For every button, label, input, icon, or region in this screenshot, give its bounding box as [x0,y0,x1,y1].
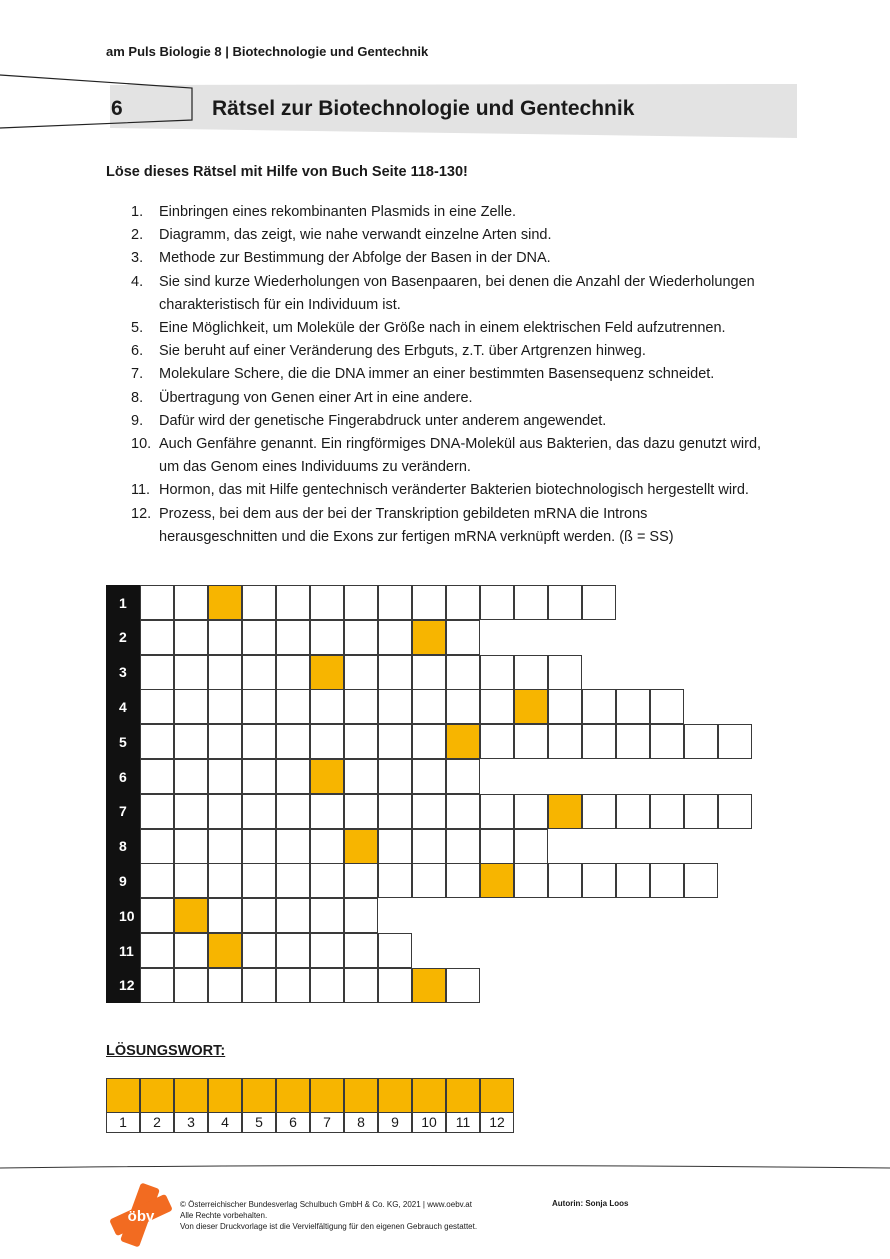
letter-cell[interactable] [582,585,616,620]
clue-number: 12. [131,505,152,522]
letter-cell[interactable] [514,655,548,690]
clue-list [106,201,806,549]
clue-item [106,433,806,479]
letter-cell[interactable] [344,585,378,620]
footer-line: Von dieser Druckvorlage ist die Vervielfältigung für den eigenen Gebrauch gestattet. [180,1222,478,1231]
solution-number: 2 [140,1112,174,1133]
letter-cell[interactable] [310,724,344,759]
row-number: 4 [106,689,140,724]
oebv-logo [108,1182,174,1248]
footer-copyright [180,1199,477,1232]
clue-number: 4. [131,273,144,290]
clue-number: 11. [131,482,151,499]
solution-letter-cell[interactable] [412,968,446,1003]
letter-cell[interactable] [310,620,344,655]
solution-cell[interactable] [106,1078,140,1113]
row-number: 2 [106,620,140,655]
letter-cell[interactable] [378,724,412,759]
solution-number: 11 [446,1112,480,1133]
letter-cell[interactable] [650,863,684,898]
clue-text: Auch Genfähre genannt. Ein ringförmiges DNA-Molekül aus Bakterien, das dazu genutzt wird, [159,436,762,453]
letter-cell[interactable] [310,689,344,724]
letter-cell[interactable] [684,863,718,898]
solution-number: 8 [344,1112,378,1133]
clue-item [106,247,806,270]
letter-cell[interactable] [514,829,548,864]
header-text: am Puls Biologie 8 | Biotechnologie und Gentechnik [106,44,429,59]
clue-number: 2. [131,227,144,244]
letter-cell[interactable] [480,689,514,724]
letter-cell[interactable] [242,724,276,759]
letter-cell[interactable] [446,863,480,898]
letter-cell[interactable] [140,863,174,898]
clue-text: herausgeschnitten und die Exons zur fertigen mRNA verknüpft werden. (ß = SS) [159,528,674,545]
solution-number: 4 [208,1112,242,1133]
solution-letter-cell[interactable] [310,655,344,690]
solution-cell[interactable] [310,1078,344,1113]
clue-text: um das Genom eines Individuums zu verändern. [159,459,471,476]
letter-cell[interactable] [174,794,208,829]
letter-cell[interactable] [446,689,480,724]
letter-cell[interactable] [480,794,514,829]
solution-cell[interactable] [412,1078,446,1113]
clue-text: Diagramm, das zeigt, wie nahe verwandt einzelne Arten sind. [159,227,552,244]
letter-cell[interactable] [208,655,242,690]
clue-number: 6. [131,343,144,360]
letter-cell[interactable] [242,655,276,690]
clue-item [106,201,806,224]
solution-cell[interactable] [140,1078,174,1113]
letter-cell[interactable] [174,829,208,864]
letter-cell[interactable] [174,655,208,690]
letter-cell[interactable] [174,933,208,968]
letter-cell[interactable] [344,759,378,794]
letter-cell[interactable] [616,689,650,724]
letter-cell[interactable] [378,655,412,690]
letter-cell[interactable] [140,759,174,794]
letter-cell[interactable] [208,620,242,655]
clue-item [106,410,806,433]
letter-cell[interactable] [718,794,752,829]
clue-item [106,271,806,317]
clue-text: Hormon, das mit Hilfe gentechnisch veränderter Bakterien biotechnologisch hergestellt wird. [159,482,749,499]
clue-item [106,503,806,549]
letter-cell[interactable] [412,794,446,829]
letter-cell[interactable] [378,689,412,724]
letter-cell[interactable] [616,863,650,898]
letter-cell[interactable] [650,689,684,724]
letter-cell[interactable] [650,794,684,829]
letter-cell[interactable] [140,655,174,690]
letter-cell[interactable] [480,585,514,620]
letter-cell[interactable] [208,829,242,864]
letter-cell[interactable] [344,968,378,1003]
letter-cell[interactable] [140,724,174,759]
letter-cell[interactable] [378,585,412,620]
letter-cell[interactable] [242,863,276,898]
letter-cell[interactable] [140,620,174,655]
letter-cell[interactable] [310,829,344,864]
letter-cell[interactable] [276,724,310,759]
letter-cell[interactable] [412,689,446,724]
solution-number: 7 [310,1112,344,1133]
letter-cell[interactable] [276,863,310,898]
solution-cell[interactable] [276,1078,310,1113]
letter-cell[interactable] [412,759,446,794]
letter-cell[interactable] [208,794,242,829]
letter-cell[interactable] [208,898,242,933]
solution-letter-cell[interactable] [446,724,480,759]
letter-cell[interactable] [412,655,446,690]
letter-cell[interactable] [276,933,310,968]
row-number: 8 [106,829,140,864]
footer-line: © Österreichischer Bundesverlag Schulbuch GmbH & Co. KG, 2021 | www.oebv.at [180,1200,472,1209]
letter-cell[interactable] [582,724,616,759]
clue-number: 1. [131,204,144,220]
letter-cell[interactable] [310,794,344,829]
letter-cell[interactable] [140,968,174,1003]
clue-number: 8. [131,389,144,406]
clue-item [106,387,806,410]
letter-cell[interactable] [344,655,378,690]
row-number: 7 [106,794,140,829]
letter-cell[interactable] [344,620,378,655]
letter-cell[interactable] [446,620,480,655]
clue-text: Methode zur Bestimmung der Abfolge der Basen in der DNA. [159,250,551,267]
row-number: 9 [106,863,140,898]
solution-number: 1 [106,1112,140,1133]
letter-cell[interactable] [310,898,344,933]
clue-text: Einbringen eines rekombinanten Plasmids in eine Zelle. [159,204,517,220]
letter-cell[interactable] [174,689,208,724]
footer-divider [0,1160,890,1180]
clue-item [106,363,806,386]
instruction: Löse dieses Rätsel mit Hilfe von Buch Seite 118-130! [106,164,468,180]
solution-cell[interactable] [242,1078,276,1113]
letter-cell[interactable] [344,898,378,933]
clue-number: 9. [131,412,144,429]
letter-cell[interactable] [310,933,344,968]
letter-cell[interactable] [378,863,412,898]
letter-cell[interactable] [378,759,412,794]
letter-cell[interactable] [480,829,514,864]
clue-text: Übertragung von Genen einer Art in eine andere. [159,389,473,406]
letter-cell[interactable] [514,585,548,620]
clue-item [106,479,806,502]
row-number: 5 [106,724,140,759]
row-number: 6 [106,759,140,794]
letter-cell[interactable] [446,759,480,794]
solution-cell[interactable] [446,1078,480,1113]
letter-cell[interactable] [208,968,242,1003]
letter-cell[interactable] [276,968,310,1003]
clue-item [106,317,806,340]
clue-item [106,340,806,363]
letter-cell[interactable] [548,724,582,759]
solution-number: 9 [378,1112,412,1133]
letter-cell[interactable] [310,585,344,620]
letter-cell[interactable] [208,759,242,794]
letter-cell[interactable] [480,655,514,690]
letter-cell[interactable] [616,794,650,829]
letter-cell[interactable] [310,968,344,1003]
solution-letter-cell[interactable] [344,829,378,864]
letter-cell[interactable] [446,829,480,864]
footer-line: Alle Rechte vorbehalten. [180,1211,268,1220]
row-number: 11 [106,933,140,968]
solution-letter-cell[interactable] [208,933,242,968]
chapter-number: 6 [111,97,123,120]
solution-cell[interactable] [344,1078,378,1113]
clue-text: Eine Möglichkeit, um Moleküle der Größe nach in einem elektrischen Feld aufzutrennen. [159,320,726,337]
clue-number: 5. [131,320,144,337]
solution-letter-cell[interactable] [480,863,514,898]
solution-cell[interactable] [480,1078,514,1113]
letter-cell[interactable] [276,829,310,864]
letter-cell[interactable] [242,620,276,655]
solution-number: 3 [174,1112,208,1133]
clue-number: 3. [131,250,144,267]
letter-cell[interactable] [514,863,548,898]
letter-cell[interactable] [242,759,276,794]
solution-letter-cell[interactable] [208,585,242,620]
letter-cell[interactable] [276,759,310,794]
letter-cell[interactable] [446,655,480,690]
letter-cell[interactable] [140,898,174,933]
letter-cell[interactable] [242,898,276,933]
clue-number: 10. [131,436,152,453]
letter-cell[interactable] [616,724,650,759]
letter-cell[interactable] [378,794,412,829]
footer-author: Autorin: Sonja Loos [552,1199,629,1208]
row-number: 1 [106,585,140,620]
clue-text: Sie beruht auf einer Veränderung des Erbguts, z.T. über Artgrenzen hinweg. [159,343,646,360]
letter-cell[interactable] [276,620,310,655]
clue-text: Molekulare Schere, die die DNA immer an einer bestimmten Basensequenz schneidet. [159,366,715,383]
clue-number: 7. [131,366,144,383]
letter-cell[interactable] [344,724,378,759]
solution-cell[interactable] [378,1078,412,1113]
clue-text: Dafür wird der genetische Fingerabdruck unter anderem angewendet. [159,412,607,429]
solution-letter-cell[interactable] [412,620,446,655]
solution-number: 10 [412,1112,446,1133]
letter-cell[interactable] [548,655,582,690]
solution-cell[interactable] [208,1078,242,1113]
letter-cell[interactable] [242,794,276,829]
letter-cell[interactable] [344,794,378,829]
logo-text: öbv [127,1208,155,1225]
letter-cell[interactable] [276,585,310,620]
clue-item [106,224,806,247]
clue-text: Prozess, bei dem aus der bei der Transkription gebildeten mRNA die Introns [159,505,648,522]
letter-cell[interactable] [276,689,310,724]
letter-cell[interactable] [684,794,718,829]
letter-cell[interactable] [242,933,276,968]
letter-cell[interactable] [344,689,378,724]
letter-cell[interactable] [446,794,480,829]
solution-letter-cell[interactable] [174,898,208,933]
letter-cell[interactable] [276,794,310,829]
solution-number: 6 [276,1112,310,1133]
solution-letter-cell[interactable] [514,689,548,724]
solution-heading: LÖSUNGSWORT: [106,1043,226,1059]
solution-letter-cell[interactable] [548,794,582,829]
solution-number: 12 [480,1112,514,1133]
clue-text: charakteristisch für ein Individuum ist. [159,296,401,313]
page-title: Rätsel zur Biotechnologie und Gentechnik [212,97,635,120]
letter-cell[interactable] [548,863,582,898]
letter-cell[interactable] [582,863,616,898]
letter-cell[interactable] [718,724,752,759]
letter-cell[interactable] [208,689,242,724]
letter-cell[interactable] [140,794,174,829]
letter-cell[interactable] [208,863,242,898]
solution-cell[interactable] [174,1078,208,1113]
row-number: 10 [106,898,140,933]
letter-cell[interactable] [140,933,174,968]
letter-cell[interactable] [242,585,276,620]
letter-cell[interactable] [174,968,208,1003]
letter-cell[interactable] [378,620,412,655]
letter-cell[interactable] [684,724,718,759]
letter-cell[interactable] [480,724,514,759]
letter-cell[interactable] [242,829,276,864]
clue-text: Sie sind kurze Wiederholungen von Basenpaaren, bei denen die Anzahl der Wiederholungen [159,273,755,290]
letter-cell[interactable] [582,689,616,724]
letter-cell[interactable] [174,620,208,655]
letter-cell[interactable] [548,689,582,724]
letter-cell[interactable] [412,829,446,864]
letter-cell[interactable] [140,829,174,864]
solution-number: 5 [242,1112,276,1133]
letter-cell[interactable] [242,968,276,1003]
letter-cell[interactable] [412,585,446,620]
letter-cell[interactable] [378,933,412,968]
letter-cell[interactable] [310,863,344,898]
letter-cell[interactable] [208,724,242,759]
letter-cell[interactable] [446,585,480,620]
letter-cell[interactable] [276,898,310,933]
letter-cell[interactable] [514,724,548,759]
letter-cell[interactable] [582,794,616,829]
letter-cell[interactable] [514,794,548,829]
letter-cell[interactable] [446,968,480,1003]
letter-cell[interactable] [174,585,208,620]
letter-cell[interactable] [548,585,582,620]
letter-cell[interactable] [140,689,174,724]
letter-cell[interactable] [378,829,412,864]
row-number: 3 [106,655,140,690]
letter-cell[interactable] [344,863,378,898]
letter-cell[interactable] [242,689,276,724]
letter-cell[interactable] [140,585,174,620]
row-number: 12 [106,968,140,1003]
letter-cell[interactable] [412,724,446,759]
letter-cell[interactable] [174,863,208,898]
letter-cell[interactable] [650,724,684,759]
letter-cell[interactable] [174,724,208,759]
letter-cell[interactable] [174,759,208,794]
letter-cell[interactable] [378,968,412,1003]
letter-cell[interactable] [412,863,446,898]
letter-cell[interactable] [276,655,310,690]
letter-cell[interactable] [344,933,378,968]
solution-letter-cell[interactable] [310,759,344,794]
